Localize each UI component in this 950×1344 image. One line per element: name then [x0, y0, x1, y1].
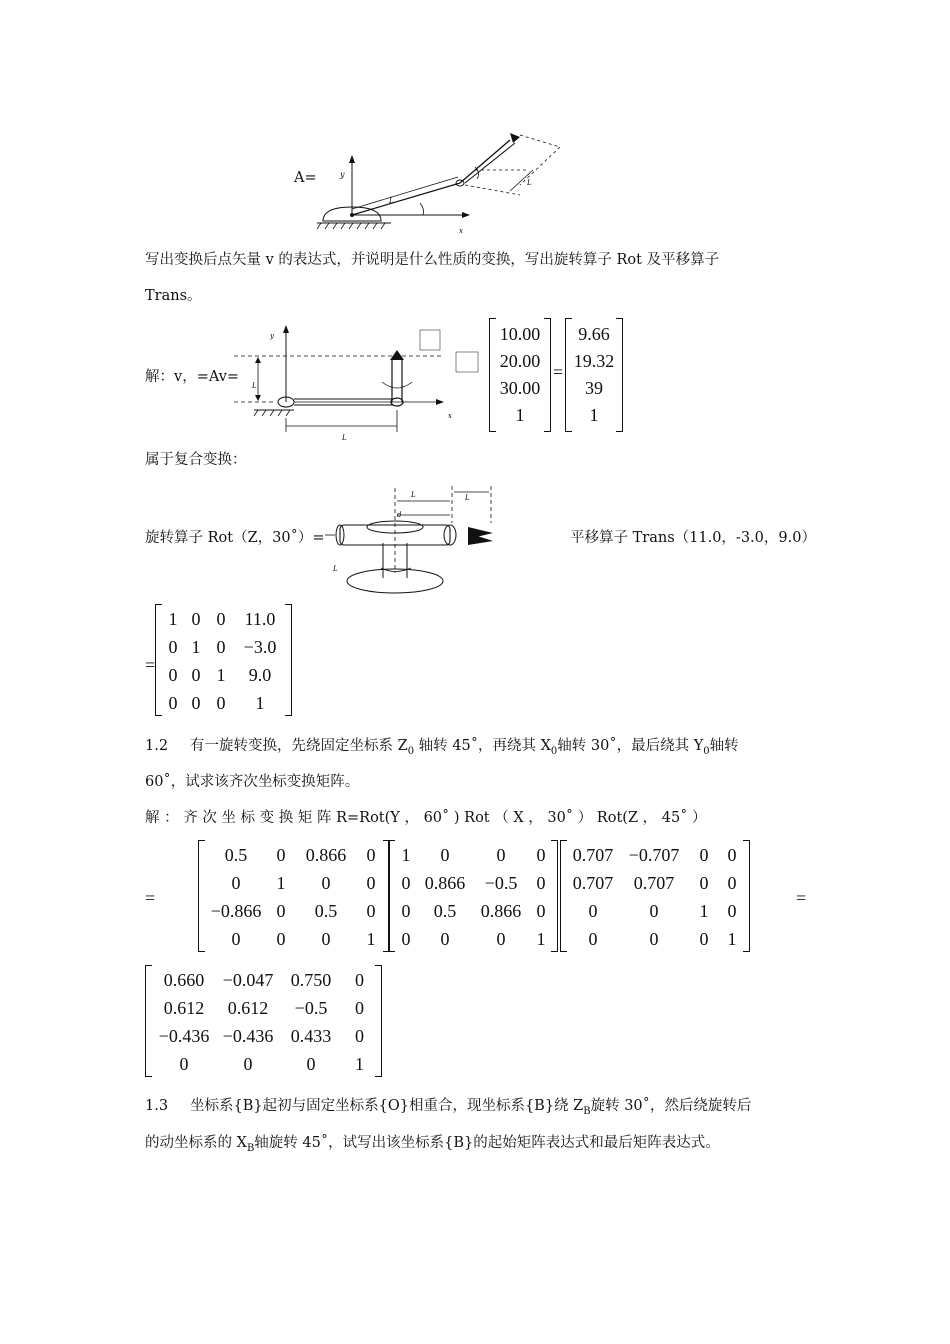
matrix-cell: 0: [168, 692, 178, 713]
fig2-l2-label: L: [252, 382, 257, 390]
matrix-cell: 0: [191, 692, 201, 713]
matrix-cell: 0: [276, 900, 286, 921]
matrix-cell: 0: [321, 928, 331, 949]
fig2-y-label: y: [270, 332, 274, 340]
rotation-result-matrix: [145, 965, 382, 1077]
matrix-cell: 0: [588, 900, 598, 921]
solution-1-label: 解：v，=Av=: [145, 369, 240, 385]
robot-arm-figure-2: [234, 322, 484, 442]
matrix-cell: 0: [321, 872, 331, 893]
matrix-cell: 0: [401, 928, 411, 949]
matrix-cell: 1: [255, 692, 265, 713]
matrix-cell: 0: [355, 997, 364, 1018]
rot-label: 旋转算子 Rot（Z，30˚）=: [145, 530, 325, 546]
fig2-l-label: L: [342, 434, 347, 442]
q12-sub: 0: [407, 745, 415, 757]
vector-a-cell: 10.00: [499, 324, 541, 344]
vector-a: [489, 318, 551, 432]
rotation-result-equals: =: [796, 888, 807, 908]
trans-matrix-equals: =: [145, 655, 156, 675]
q12-part-c: 轴转 30˚，最后绕其 Y: [557, 738, 704, 754]
matrix-cell: 0: [649, 928, 659, 949]
matrix-cell: 1: [276, 872, 286, 893]
paragraph-2: 属于复合变换：: [145, 452, 247, 468]
matrix-cell: 0.660: [163, 969, 205, 990]
q13-line-1: [190, 1096, 751, 1122]
matrix-cell: 0: [191, 664, 201, 685]
matrix-cell: 0: [649, 900, 659, 921]
fig1-l2-label: L: [527, 179, 532, 187]
q12-sub: 0: [703, 745, 710, 757]
matrix-cell: 0.866: [480, 900, 522, 921]
fig3-l2-label: L: [411, 491, 416, 499]
matrix-cell: 0.750: [290, 969, 332, 990]
matrix-cell: 0: [231, 872, 241, 893]
matrix-cell: 0.5: [224, 844, 248, 865]
matrix-cell: 0.866: [305, 844, 347, 865]
matrix-cell: 0.5: [433, 900, 457, 921]
matrix-cell: 1: [727, 928, 737, 949]
matrix-cell: 0: [536, 844, 546, 865]
matrix-cell: 0: [216, 692, 226, 713]
matrix-cell: 0: [355, 1025, 364, 1046]
q12-sub: 0: [550, 745, 558, 757]
q12-part-d: 轴转: [709, 738, 739, 754]
vector-a-cell: 30.00: [499, 378, 541, 398]
fig1-x-label: x: [459, 227, 463, 235]
matrix-cell: 1: [168, 608, 178, 629]
matrix-cell: 0: [366, 844, 376, 865]
matrix-cell: 1: [366, 928, 376, 949]
matrix-cell: 0: [536, 872, 546, 893]
matrix-cell: 0: [355, 969, 364, 990]
matrix-cell: 0: [366, 900, 376, 921]
fig3-l3-label: L: [465, 494, 470, 502]
vector-equals: =: [553, 362, 564, 382]
matrix-cell: 1: [699, 900, 709, 921]
q13-part-d: 轴旋转 45˚，试写出该坐标系{B}的起始矩阵表达式和最后矩阵表达式。: [254, 1135, 720, 1151]
matrix-cell: 0: [366, 872, 376, 893]
matrix-cell: −0.866: [210, 900, 262, 921]
matrix-cell: 1: [536, 928, 546, 949]
matrix-cell: 0: [168, 636, 178, 657]
matrix-cell: 0: [699, 844, 709, 865]
matrix-cell: 0: [727, 844, 737, 865]
fig3-d2-label: d: [397, 511, 402, 519]
q12-part-a: 有一旋转变换，先绕固定坐标系 Z: [190, 738, 408, 754]
q12-line-2: 60˚，试求该齐次坐标变换矩阵。: [145, 774, 360, 790]
paragraph-1-line-2: Trans。: [145, 288, 202, 304]
matrix-cell: 0: [699, 928, 709, 949]
fig1-l-label: L: [389, 197, 394, 205]
matrix-cell: 0: [588, 928, 598, 949]
matrix-cell: 0: [496, 844, 506, 865]
matrix-cell: 1: [355, 1053, 364, 1074]
matrix-cell: 0: [191, 608, 201, 629]
matrix-cell: 0.707: [572, 844, 614, 865]
rotation-matrix-x: [388, 840, 558, 952]
q13-sub: B: [246, 1142, 255, 1154]
rotation-matrix-y: [198, 840, 390, 952]
matrix-cell: 0.707: [572, 872, 614, 893]
matrix-cell: −3.0: [243, 636, 277, 657]
matrix-cell: −0.047: [222, 969, 274, 990]
matrix-cell: 1: [191, 636, 201, 657]
matrix-cell: 0: [496, 928, 506, 949]
matrix-cell: 0: [216, 636, 226, 657]
robot-arm-figure-3: [325, 483, 505, 595]
vector-b-cell: 9.66: [578, 324, 610, 344]
q12-number: 1.2: [145, 738, 169, 754]
fig1-label: A=: [294, 170, 317, 186]
matrix-cell: −0.436: [222, 1025, 274, 1046]
q12-line-1: [190, 736, 739, 762]
trans-label: 平移算子 Trans（11.0，-3.0，9.0）: [570, 530, 816, 546]
fig2-x-label: x: [448, 412, 452, 420]
q12-part-b: 轴转 45˚，再绕其 X: [418, 738, 551, 754]
matrix-cell: 0: [306, 1053, 316, 1074]
matrix-cell: 1: [401, 844, 411, 865]
solution-12-label: 解 ： 齐 次 坐 标 变 换 矩 阵 R=Rot(Y ， 60˚ ) Rot （ X ， 30˚ ） Rot(Z ， 45˚ ）: [145, 810, 707, 826]
vector-b-cell: 1: [589, 405, 599, 425]
matrix-cell: 0: [276, 844, 286, 865]
matrix-cell: 0: [699, 872, 709, 893]
matrix-cell: 0: [727, 872, 737, 893]
vector-a-cell: 1: [515, 405, 525, 425]
matrix-cell: 0: [168, 664, 178, 685]
fig3-l1-label: L: [333, 565, 338, 573]
rotation-matrix-z: [560, 840, 750, 952]
matrix-cell: 0: [276, 928, 286, 949]
q13-line-2: [145, 1133, 720, 1159]
matrix-cell: 0: [216, 608, 226, 629]
trans-matrix: [155, 604, 292, 716]
matrix-cell: 0: [401, 872, 411, 893]
vector-b: [565, 318, 623, 432]
rotation-product-equals: =: [145, 888, 156, 908]
matrix-cell: 0: [401, 900, 411, 921]
matrix-cell: −0.436: [158, 1025, 210, 1046]
paragraph-1-line-1: 写出变换后点矢量 v 的表达式，并说明是什么性质的变换，写出旋转算子 Rot 及平移算子: [145, 252, 720, 268]
q13-part-a: 坐标系{B}起初与固定坐标系{O}相重合，现坐标系{B}绕 Z: [190, 1098, 584, 1114]
vector-a-cell: 20.00: [499, 351, 541, 371]
matrix-cell: 0: [536, 900, 546, 921]
matrix-cell: 0.5: [314, 900, 338, 921]
matrix-cell: 11.0: [244, 608, 276, 629]
robot-arm-figure-1: [315, 125, 575, 235]
q13-part-b: 旋转 30˚，然后绕旋转后: [590, 1098, 752, 1114]
vector-b-cell: 39: [585, 378, 603, 398]
fig1-y-label: y: [340, 170, 345, 179]
matrix-cell: −0.707: [628, 844, 680, 865]
q13-sub: B: [583, 1105, 591, 1117]
matrix-cell: 0.433: [290, 1025, 332, 1046]
matrix-cell: 0.866: [424, 872, 466, 893]
matrix-cell: 0: [440, 928, 450, 949]
matrix-cell: 0.612: [163, 997, 205, 1018]
matrix-cell: 1: [216, 664, 226, 685]
matrix-cell: 0.707: [633, 872, 675, 893]
matrix-cell: 0.612: [227, 997, 269, 1018]
q13-part-c: 的动坐标系的 X: [145, 1135, 247, 1151]
matrix-cell: 0: [440, 844, 450, 865]
matrix-cell: −0.5: [294, 997, 328, 1018]
matrix-cell: 0: [727, 900, 737, 921]
q13-number: 1.3: [145, 1098, 169, 1114]
matrix-cell: −0.5: [484, 872, 518, 893]
matrix-cell: 9.0: [248, 664, 272, 685]
matrix-cell: 0: [231, 928, 241, 949]
vector-b-cell: 19.32: [573, 351, 615, 371]
matrix-cell: 0: [243, 1053, 253, 1074]
matrix-cell: 0: [179, 1053, 189, 1074]
